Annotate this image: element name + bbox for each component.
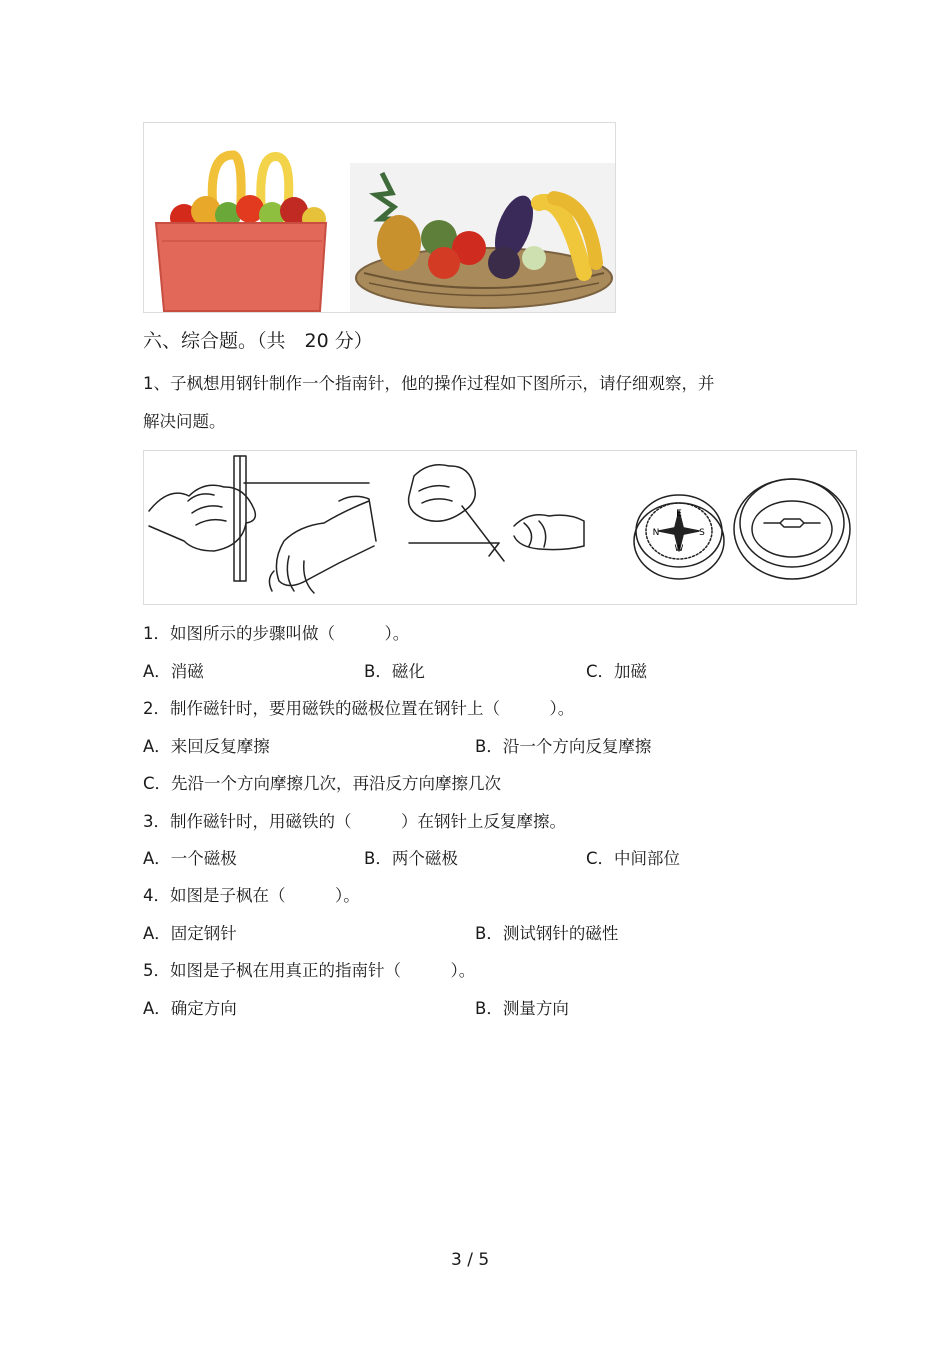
magnet-steps-image: [143, 450, 857, 605]
item-2-stem: 2．制作磁针时，要用磁铁的磁极位置在钢针上（ ）。: [143, 699, 575, 718]
item-2-option-b: B．沿一个方向反复摩擦: [475, 737, 652, 756]
compass-letter-s: S: [699, 528, 705, 538]
item-3-option-c: C．中间部位: [586, 849, 681, 868]
wicker-basket: [350, 163, 615, 312]
compass-and-floating-needle: [634, 479, 850, 579]
rubbing-needle-with-magnet: [149, 456, 376, 593]
item-4-stem: 4．如图是子枫在（ ）。: [143, 886, 360, 905]
item-2-option-a: A．来回反复摩擦: [143, 737, 270, 756]
item-1-option-c: C．加磁: [586, 662, 648, 681]
item-3-option-b: B．两个磁极: [364, 849, 458, 868]
red-basket: [156, 155, 326, 311]
item-4-option-a: A．固定钢针: [143, 924, 237, 943]
section-title: 六、综合题。（共 20 分）: [143, 330, 373, 352]
item-3-option-a: A．一个磁极: [143, 849, 237, 868]
item-5-option-b: B．测量方向: [475, 999, 569, 1018]
magnet-steps-illustration: [144, 451, 856, 604]
fruit-baskets-image: [143, 122, 616, 313]
compass-letter-e: E: [676, 509, 682, 519]
item-5-stem: 5．如图是子枫在用真正的指南针（ ）。: [143, 961, 476, 980]
fruit-baskets-illustration: [144, 123, 615, 312]
item-3-stem: 3．制作磁针时，用磁铁的（ ）在钢针上反复摩擦。: [143, 812, 566, 831]
compass-letter-w: W: [674, 544, 684, 554]
page-number: 3 / 5: [451, 1250, 490, 1270]
item-1-option-b: B．磁化: [364, 662, 425, 681]
question-intro-line2: 解决问题。: [143, 412, 226, 431]
holding-magnetized-needle: [409, 465, 584, 561]
item-1-option-a: A．消磁: [143, 662, 204, 681]
compass-letter-n: N: [652, 528, 660, 538]
item-4-option-b: B．测试钢针的磁性: [475, 924, 619, 943]
item-2-option-c: C．先沿一个方向摩擦几次，再沿反方向摩擦几次: [143, 774, 502, 793]
item-1-stem: 1．如图所示的步骤叫做（ ）。: [143, 624, 410, 643]
question-intro-line1: 1、子枫想用钢针制作一个指南针，他的操作过程如下图所示，请仔细观察，并: [143, 374, 715, 393]
item-5-option-a: A．确定方向: [143, 999, 237, 1018]
